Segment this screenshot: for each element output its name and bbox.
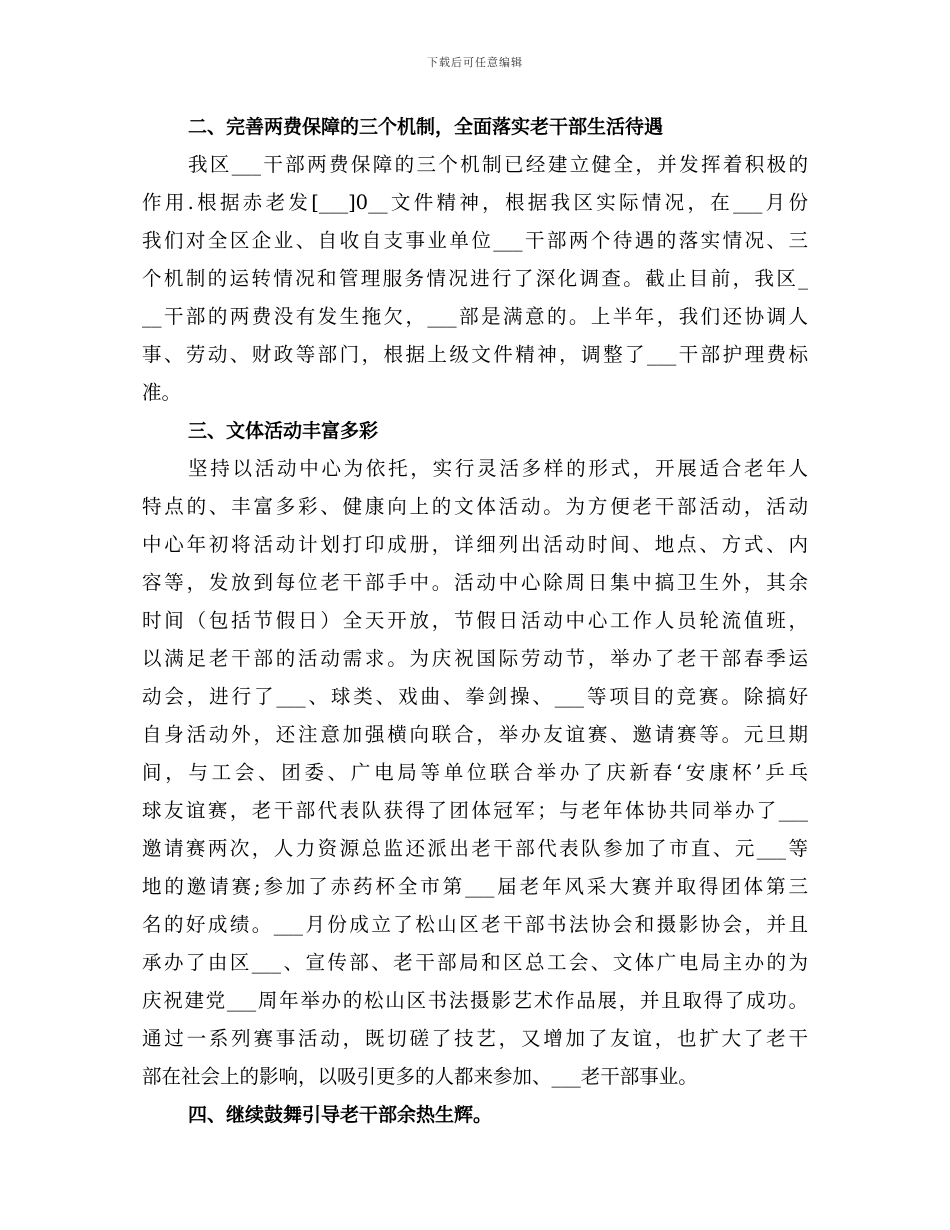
paragraph-line: 球友谊赛，老干部代表队获得了团体冠军；与老年体协共同举办了___ <box>142 799 808 822</box>
paragraph-line: 以满足老干部的活动需求。为庆祝国际劳动节，举办了老干部春季运 <box>142 647 808 670</box>
paragraph-line: 承办了由区___、宣传部、老干部局和区总工会、文体广电局主办的为 <box>142 951 808 974</box>
paragraph-line: 自身活动外，还注意加强横向联合，举办友谊赛、邀请赛等。元旦期 <box>142 723 808 746</box>
section-heading-3: 三、文体活动丰富多彩 <box>188 420 379 442</box>
paragraph-line: 时间（包括节假日）全天开放，节假日活动中心工作人员轮流值班， <box>142 609 808 632</box>
paragraph-line: 邀请赛两次，人力资源总监还派出老干部代表队参加了市直、元___等 <box>142 837 808 860</box>
paragraph-line: 个机制的运转情况和管理服务情况进行了深化调查。截止目前，我区_ <box>142 267 808 290</box>
paragraph-line: 间，与工会、团委、广电局等单位联合举办了庆新春‘安康杯’乒乓 <box>142 761 808 784</box>
document-body <box>142 108 808 1134</box>
section-heading-2: 二、完善两费保障的三个机制，全面落实老干部生活待遇 <box>188 116 664 138</box>
paragraph-line: 我区___干部两费保障的三个机制已经建立健全，并发挥着积极的 <box>188 153 808 176</box>
header-note: 下载后可任意编辑 <box>427 56 523 69</box>
paragraph-line: 容等，发放到每位老干部手中。活动中心除周日集中搞卫生外，其余 <box>142 571 808 594</box>
paragraph-line: 准。 <box>142 381 182 404</box>
paragraph-line: 部在社会上的影响，以吸引更多的人都来参加、___老干部事业。 <box>142 1065 698 1088</box>
paragraph-line: 通过一系列赛事活动，既切磋了技艺，又增加了友谊，也扩大了老干 <box>142 1027 808 1050</box>
paragraph-line: 庆祝建党___周年举办的松山区书法摄影艺术作品展，并且取得了成功。 <box>142 989 808 1012</box>
paragraph-line: 特点的、丰富多彩、健康向上的文体活动。为方便老干部活动，活动 <box>142 495 808 518</box>
section-paragraph-3 <box>142 450 808 1096</box>
paragraph-line: 动会，进行了___、球类、戏曲、拳剑操、___等项目的竞赛。除搞好 <box>142 685 808 708</box>
paragraph-line: 作用.根据赤老发[___]0__文件精神，根据我区实际情况，在___月份 <box>142 191 808 214</box>
paragraph-line: 地的邀请赛;参加了赤药杯全市第___届老年风采大赛并取得团体第三 <box>142 875 808 898</box>
paragraph-line: 事、劳动、财政等部门，根据上级文件精神，调整了___干部护理费标 <box>142 343 808 366</box>
section-paragraph-2 <box>142 146 808 412</box>
paragraph-line: 坚持以活动中心为依托，实行灵活多样的形式，开展适合老年人 <box>188 457 808 480</box>
section-heading-4: 四、继续鼓舞引导老干部余热生辉。 <box>188 1104 493 1126</box>
paragraph-line: 中心年初将活动计划打印成册，详细列出活动时间、地点、方式、内 <box>142 533 808 556</box>
paragraph-line: 名的好成绩。___月份成立了松山区老干部书法协会和摄影协会，并且 <box>142 913 808 936</box>
paragraph-line: 我们对全区企业、自收自支事业单位___干部两个待遇的落实情况、三 <box>142 229 808 252</box>
paragraph-line: __干部的两费没有发生拖欠，___部是满意的。上半年，我们还协调人 <box>142 305 808 328</box>
